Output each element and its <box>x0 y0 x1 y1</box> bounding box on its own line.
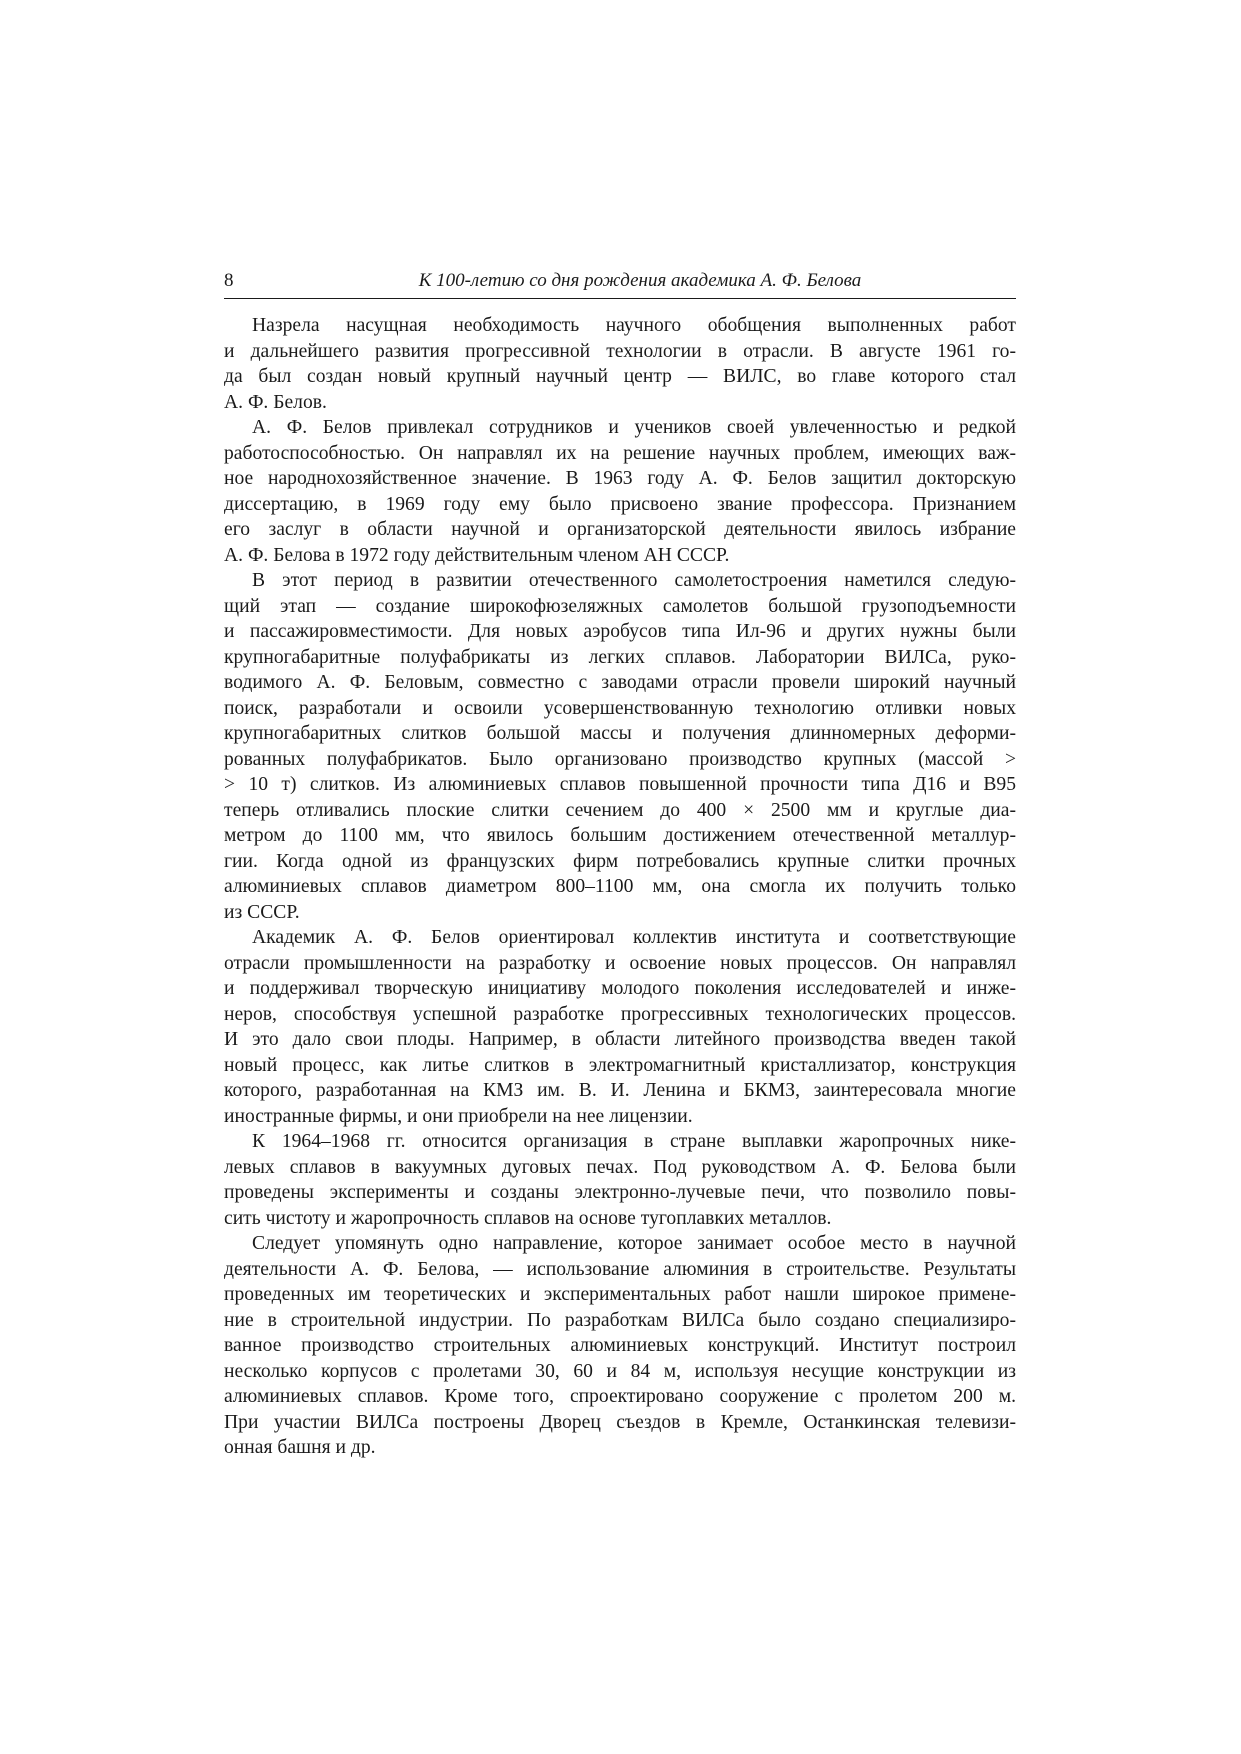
text-line: новый процесс, как литье слитков в электромагнитный кристаллизатор, конструкция <box>224 1054 1016 1076</box>
text-line: ное народнохозяйственное значение. В 1963 году А. Ф. Белов защитил докторскую <box>224 468 1016 489</box>
body-text <box>224 313 1016 1461</box>
text-line: сить чистоту и жаропрочность сплавов на основе тугоплавких металлов. <box>224 1207 832 1229</box>
text-line: да был создан новый крупный научный центр — ВИЛС, во главе которого стал <box>224 366 1016 387</box>
text-line: работоспособностью. Он направлял их на решение научных проблем, имеющих важ- <box>224 442 1016 464</box>
text-line: неров, способствуя успешной разработке прогрессивных технологических процессов. <box>224 1003 1016 1025</box>
text-line: проведены эксперименты и созданы электронно-лучевые печи, что позволило повы- <box>224 1182 1016 1203</box>
paragraph-6 <box>224 1231 1016 1461</box>
text-line: щий этап — создание широкофюзеляжных самолетов большой грузоподъемности <box>224 595 1016 617</box>
text-line: несколько корпусов с пролетами 30, 60 и 84 м, используя несущие конструкции из <box>224 1360 1016 1382</box>
text-line: алюминиевых сплавов. Кроме того, спроектировано сооружение с пролетом 200 м. <box>224 1386 1016 1407</box>
running-title: К 100-летию со дня рождения академика А. Ф. Белова <box>418 270 862 291</box>
text-line: и пассажировместимости. Для новых аэробусов типа Ил-96 и других нужны были <box>224 621 1016 642</box>
text-line: рованных полуфабрикатов. Было организовано производство крупных (массой > <box>224 748 1016 770</box>
text-line: ванное производство строительных алюминиевых конструкций. Институт построил <box>224 1335 1016 1356</box>
paragraph-2 <box>224 415 1016 568</box>
text-line: ние в строительной индустрии. По разработкам ВИЛСа было создано специализиро- <box>224 1309 1016 1331</box>
text-line: и дальнейшего развития прогрессивной технологии в отрасли. В августе 1961 го- <box>224 340 1016 362</box>
text-line: иностранные фирмы, и они приобрели на нее лицензии. <box>224 1105 693 1127</box>
text-line: водимого А. Ф. Беловым, совместно с заводами отрасли провели широкий научный <box>224 672 1016 693</box>
text-line: теперь отливались плоские слитки сечением до 400 × 2500 мм и круглые диа- <box>224 799 1016 821</box>
paragraph-5 <box>224 1129 1016 1231</box>
text-line: А. Ф. Белова в 1972 году действительным членом АН СССР. <box>224 544 730 566</box>
page-number: 8 <box>224 270 234 291</box>
text-line: деятельности А. Ф. Белова, — использование алюминия в строительстве. Результаты <box>224 1258 1016 1280</box>
paragraph-1 <box>224 313 1016 415</box>
paragraph-3 <box>224 568 1016 925</box>
text-line: его заслуг в области научной и организаторской деятельности явилось избрание <box>224 519 1016 540</box>
text-line: крупногабаритных слитков большой массы и получения длинномерных деформи- <box>224 723 1016 744</box>
text-line: А. Ф. Белов привлекал сотрудников и учеников своей увлеченностью и редкой <box>252 417 1016 438</box>
text-line: гии. Когда одной из французских фирм потребовались крупные слитки прочных <box>224 850 1016 872</box>
text-line: поиск, разработали и освоили усовершенствованную технологию отливки новых <box>224 697 1016 719</box>
text-line: В этот период в развитии отечественного самолетостроения наметился следую- <box>252 570 1016 591</box>
text-line: Следует упомянуть одно направление, которое занимает особое место в научной <box>252 1233 1016 1254</box>
text-line: Назрела насущная необходимость научного обобщения выполненных работ <box>252 315 1016 336</box>
text-line: онная башня и др. <box>224 1437 376 1458</box>
text-line: При участии ВИЛСа построены Дворец съездов в Кремле, Останкинская телевизи- <box>224 1411 1016 1433</box>
text-line: А. Ф. Белов. <box>224 391 327 413</box>
paragraph-4 <box>224 925 1016 1129</box>
text-line: > 10 т) слитков. Из алюминиевых сплавов повышенной прочности типа Д16 и В95 <box>224 774 1016 795</box>
text-line: К 1964–1968 гг. относится организация в стране выплавки жаропрочных нике- <box>252 1131 1016 1152</box>
text-line: проведенных им теоретических и экспериментальных работ нашли широкое примене- <box>224 1284 1016 1305</box>
text-line: отрасли промышленности на разработку и освоение новых процессов. Он направлял <box>224 952 1016 974</box>
text-line: метром до 1100 мм, что явилось большим достижением отечественной металлур- <box>224 825 1016 846</box>
text-line: И это дало свои плоды. Например, в области литейного производства введен такой <box>224 1029 1016 1050</box>
text-line: крупногабаритные полуфабрикаты из легких сплавов. Лаборатории ВИЛСа, руко- <box>224 646 1016 668</box>
text-line: Академик А. Ф. Белов ориентировал коллектив института и соответствующие <box>252 927 1016 948</box>
text-line: из СССР. <box>224 901 300 923</box>
text-line: диссертацию, в 1969 году ему было присвоено звание профессора. Признанием <box>224 493 1016 515</box>
text-line: и поддерживал творческую инициативу молодого поколения исследователей и инже- <box>224 978 1016 999</box>
text-line: которого, разработанная на КМЗ им. В. И. Ленина и БКМЗ, заинтересовала многие <box>224 1080 1016 1101</box>
text-line: левых сплавов в вакуумных дуговых печах. Под руководством А. Ф. Белова были <box>224 1156 1016 1178</box>
text-line: алюминиевых сплавов диаметром 800–1100 мм, она смогла их получить только <box>224 876 1016 897</box>
running-header <box>224 268 1016 299</box>
